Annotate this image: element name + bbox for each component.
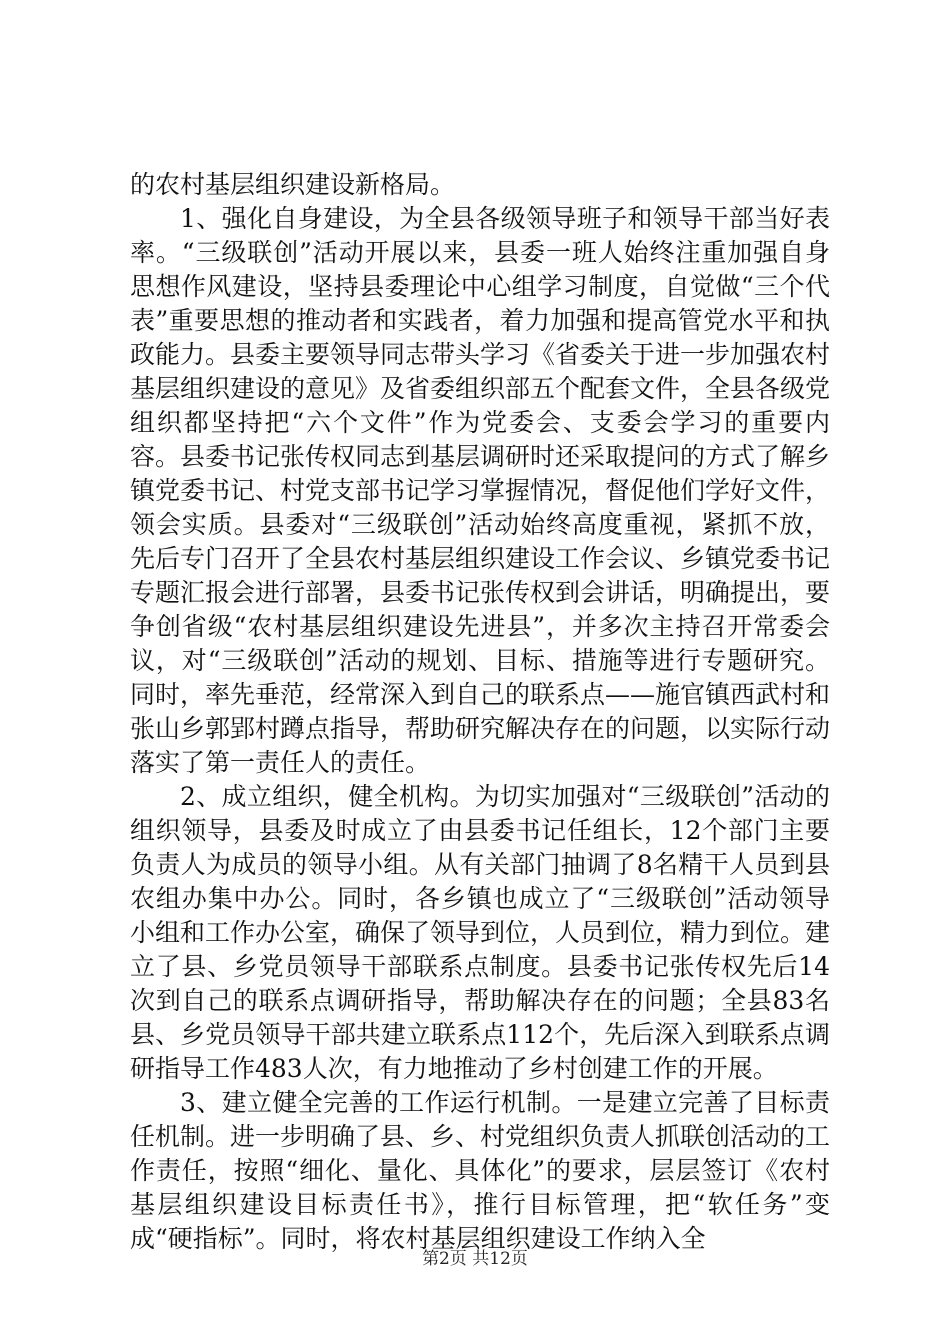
paragraph-continuation: 的农村基层组织建设新格局。 [130, 170, 456, 199]
document-body [130, 168, 830, 1256]
page-footer: 第2页 共12页 [422, 1249, 528, 1269]
paragraph-section-2: 2、成立组织，健全机构。为切实加强对“三级联创”活动的组织领导，县委及时成立了由县委书记任组长，12个部门主要负责人为成员的领导小组。从有关部门抽调了8名精干人员到县农组办集中办公。同时，各乡镇也成立了“三级联创”活动领导小组和工作办公室，确保了领导到位，人员到位，精力到位。建立了县、乡党员领导干部联系点制度。县委书记张传权先后14次到自己的联系点调研指导，帮助解决存在的问题；全县83名县、乡党员领导干部共建立联系点112个，先后深入到联系点调研指导工作483人次，有力地推动了乡村创建工作的开展。 [130, 782, 831, 1083]
paragraph-section-3: 3、建立健全完善的工作运行机制。一是建立完善了目标责任机制。进一步明确了县、乡、村党组织负责人抓联创活动的工作责任，按照“细化、量化、具体化”的要求，层层签订《农村基层组织建设目标责任书》，推行目标管理，把“软任务”变成“硬指标”。同时，将农村基层组织建设工作纳入全 [130, 1088, 831, 1253]
paragraph-section-1: 1、强化自身建设，为全县各级领导班子和领导干部当好表率。“三级联创”活动开展以来，县委一班人始终注重加强自身思想作风建设，坚持县委理论中心组学习制度，自觉做“三个代表”重要思想的推动者和实践者，着力加强和提高管党水平和执政能力。县委主要领导同志带头学习《省委关于进一步加强农村基层组织建设的意见》及省委组织部五个配套文件，全县各级党组织都坚持把“六个文件”作为党委会、支委会学习的重要内容。县委书记张传权同志到基层调研时还采取提问的方式了解乡镇党委书记、村党支部书记学习掌握情况，督促他们学好文件，领会实质。县委对“三级联创”活动始终高度重视，紧抓不放，先后专门召开了全县农村基层组织建设工作会议、乡镇党委书记专题汇报会进行部署，县委书记张传权到会讲话，明确提出，要争创省级“农村基层组织建设先进县”，并多次主持召开常委会议，对“三级联创”活动的规划、目标、措施等进行专题研究。同时，率先垂范，经常深入到自己的联系点——施官镇西武村和张山乡郭郢村蹲点指导，帮助研究解决存在的问题，以实际行动落实了第一责任人的责任。 [130, 204, 831, 777]
